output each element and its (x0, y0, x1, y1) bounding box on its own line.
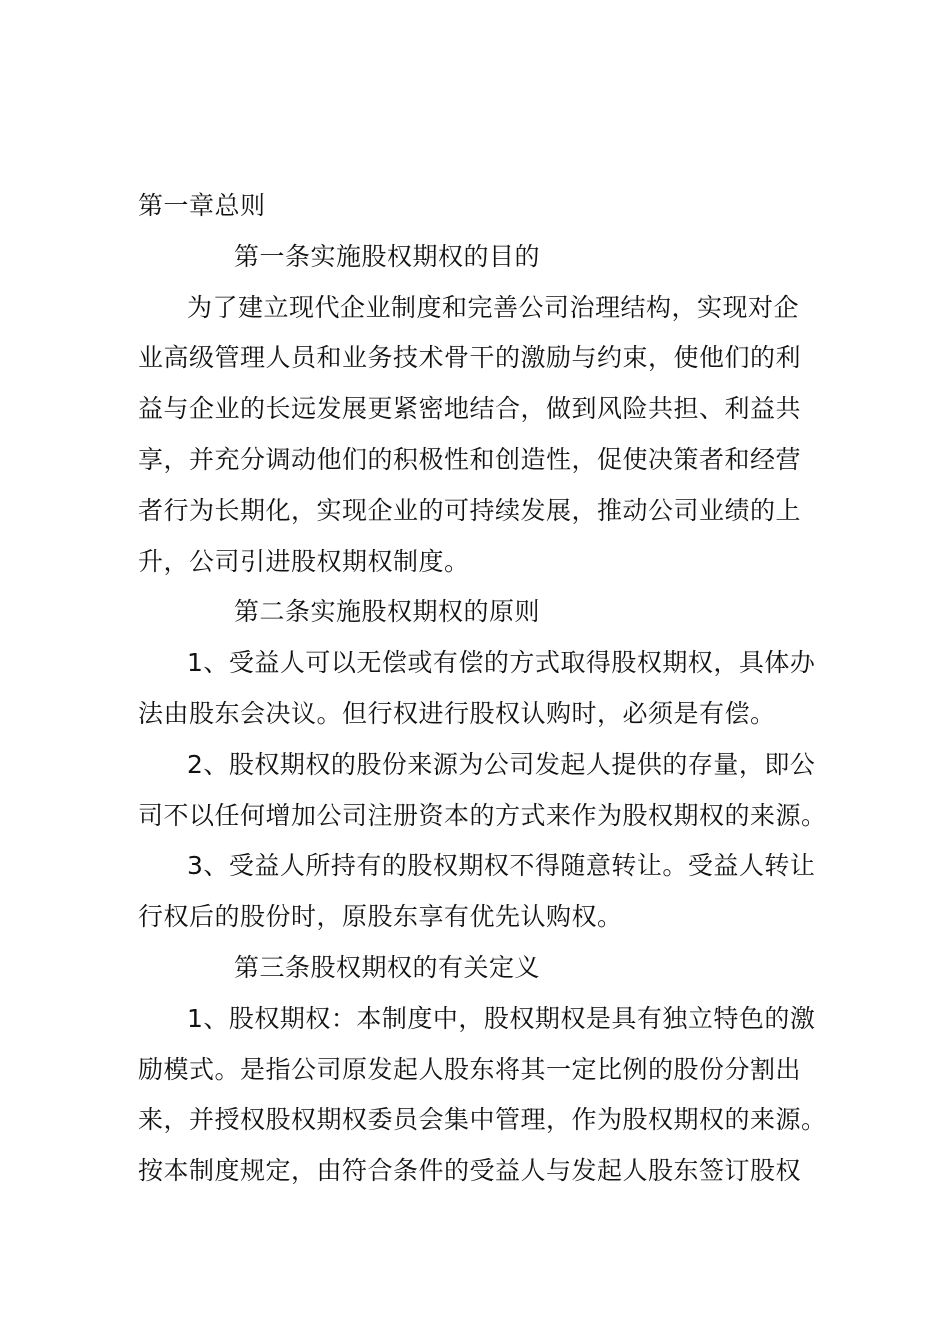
article-2-item-1-line: 1、受益人可以无偿或有偿的方式取得股权期权，具体办 (187, 648, 816, 678)
article-1-title: 第一条实施股权期权的目的 (234, 241, 541, 271)
article-2-item-2-line: 司不以任何增加公司注册资本的方式来作为股权期权的来源。 (138, 800, 827, 830)
chapter-title: 第一章总则 (138, 191, 266, 220)
article-1-paragraph-line: 者行为长期化，实现企业的可持续发展，推动公司业绩的上 (138, 495, 802, 525)
article-2-title: 第二条实施股权期权的原则 (234, 597, 541, 627)
article-1-paragraph-line: 升，公司引进股权期权制度。 (138, 546, 470, 576)
article-2-item-1-line: 法由股东会决议。但行权进行股权认购时，必须是有偿。 (138, 698, 776, 728)
article-3-item-1-line: 1、股权期权：本制度中，股权期权是具有独立特色的激 (187, 1003, 816, 1033)
article-3-title: 第三条股权期权的有关定义 (234, 952, 541, 982)
article-3-item-1-line: 来，并授权股权期权委员会集中管理，作为股权期权的来源。 (138, 1105, 827, 1135)
article-2-item-3-line: 3、受益人所持有的股权期权不得随意转让。受益人转让 (187, 851, 816, 881)
article-3-item-1-line: 按本制度规定，由符合条件的受益人与发起人股东签订股权 (138, 1156, 802, 1186)
article-2-item-2-line: 2、股权期权的股份来源为公司发起人提供的存量，即公 (187, 749, 816, 779)
article-3-item-1-line: 励模式。是指公司原发起人股东将其一定比例的股份分割出 (138, 1054, 802, 1084)
document-body (138, 181, 828, 1197)
article-1-paragraph-line: 为了建立现代企业制度和完善公司治理结构，实现对企 (187, 292, 800, 322)
article-1-paragraph-line: 益与企业的长远发展更紧密地结合，做到风险共担、利益共 (138, 394, 802, 424)
article-2-item-3-line: 行权后的股份时，原股东享有优先认购权。 (138, 902, 623, 932)
article-1-paragraph-line: 享，并充分调动他们的积极性和创造性，促使决策者和经营 (138, 444, 802, 474)
article-1-paragraph-line: 业高级管理人员和业务技术骨干的激励与约束，使他们的利 (138, 343, 802, 373)
